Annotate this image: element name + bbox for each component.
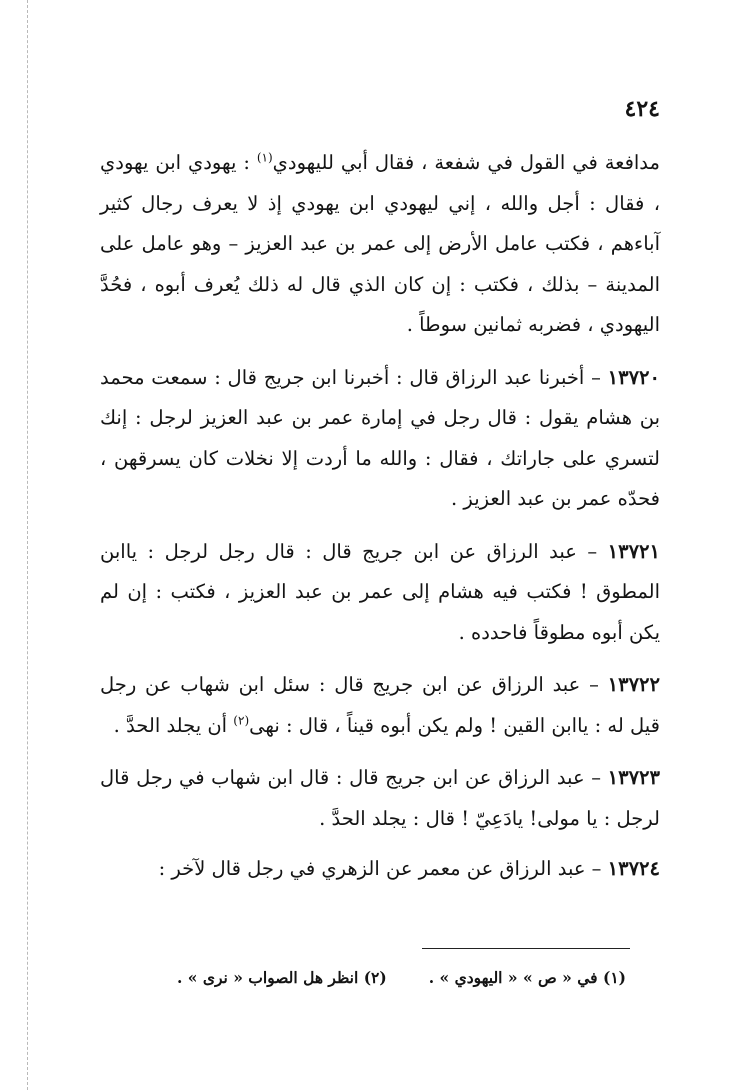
footnotes xyxy=(106,968,626,987)
hadith-text: – عبد الرزاق عن ابن جريج قال : قال رجل لرجل : ياابن المطوق ! فكتب فيه هشام إلى عمر بن عبد العزيز ، فكتب : إن لم يكن أبوه مطوقاً فاحدده . xyxy=(100,539,660,644)
footnote-2 xyxy=(177,968,387,987)
footnote-marker: (٢) xyxy=(363,968,387,987)
hadith-13723 xyxy=(100,758,660,839)
intro-text-part-2: : يهودي ابن يهودي ، فقال : أجل والله ، إني ليهودي ابن يهودي إذ لا يعرف رجال كثير آباءهم ، فكتب عامل الأرض إلى عمر بن عبد العزيز – وهو عامل على المدينة – بذلك ، فكتب : إن كان الذي قال له ذلك يُعرف أبوه ، فحُدَّ اليهودي ، فضربه ثمانين سوطاً . xyxy=(100,151,660,336)
page-number: ٤٢٤ xyxy=(624,96,660,122)
footnote-text: في « ص » « اليهودي » . xyxy=(428,968,603,987)
binding-guide-line xyxy=(27,0,28,1090)
hadith-number: ١٣٧٢٣ xyxy=(607,766,660,789)
hadith-number: ١٣٧٢٢ xyxy=(607,673,660,696)
footnote-1 xyxy=(429,968,626,987)
hadith-number: ١٣٧٢٠ xyxy=(607,365,660,389)
intro-text-part-1: مدافعة في القول في شفعة ، فقال أبي لليهودي xyxy=(272,151,660,174)
hadith-text-part-1: – عبد الرزاق عن ابن جريج قال : سئل ابن شهاب عن رجل قيل له : ياابن القين ! ولم يكن أبوه قيناً ، قال : نهى xyxy=(100,673,660,737)
hadith-text: – عبد الرزاق عن ابن جريج قال : قال ابن شهاب في رجل قال لرجل : يا مولى! يادَعِيّ ! قال : يجلد الحدَّ . xyxy=(100,766,660,830)
main-text xyxy=(100,143,660,890)
hadith-number: ١٣٧٢١ xyxy=(607,539,660,563)
footnote-ref-2: (٢) xyxy=(233,713,250,727)
hadith-13721 xyxy=(100,532,660,654)
hadith-number: ١٣٧٢٤ xyxy=(607,857,660,880)
hadith-text: – عبد الرزاق عن معمر عن الزهري في رجل قال لآخر : xyxy=(158,857,608,880)
footnote-marker: (١) xyxy=(602,968,626,987)
hadith-text: – أخبرنا عبد الرزاق قال : أخبرنا ابن جريج قال : سمعت محمد بن هشام يقول : قال رجل في إمارة عمر بن عبد العزيز لرجل : إنك لتسري على جاراتك ، فقال : والله ما أردت إلا نخلات كان يسرقهن ، فحدّه عمر بن عبد العزيز . xyxy=(100,365,660,510)
hadith-13722 xyxy=(100,665,660,746)
footnote-text: انظر هل الصواب « نرى » . xyxy=(176,968,364,987)
hadith-13724 xyxy=(100,849,660,890)
paragraph-intro xyxy=(100,143,660,346)
footnote-ref-1: (١) xyxy=(256,150,273,165)
hadith-13720 xyxy=(100,358,660,520)
hadith-text-part-2: أن يجلد الحدَّ . xyxy=(113,713,234,737)
footnote-divider xyxy=(422,948,630,949)
